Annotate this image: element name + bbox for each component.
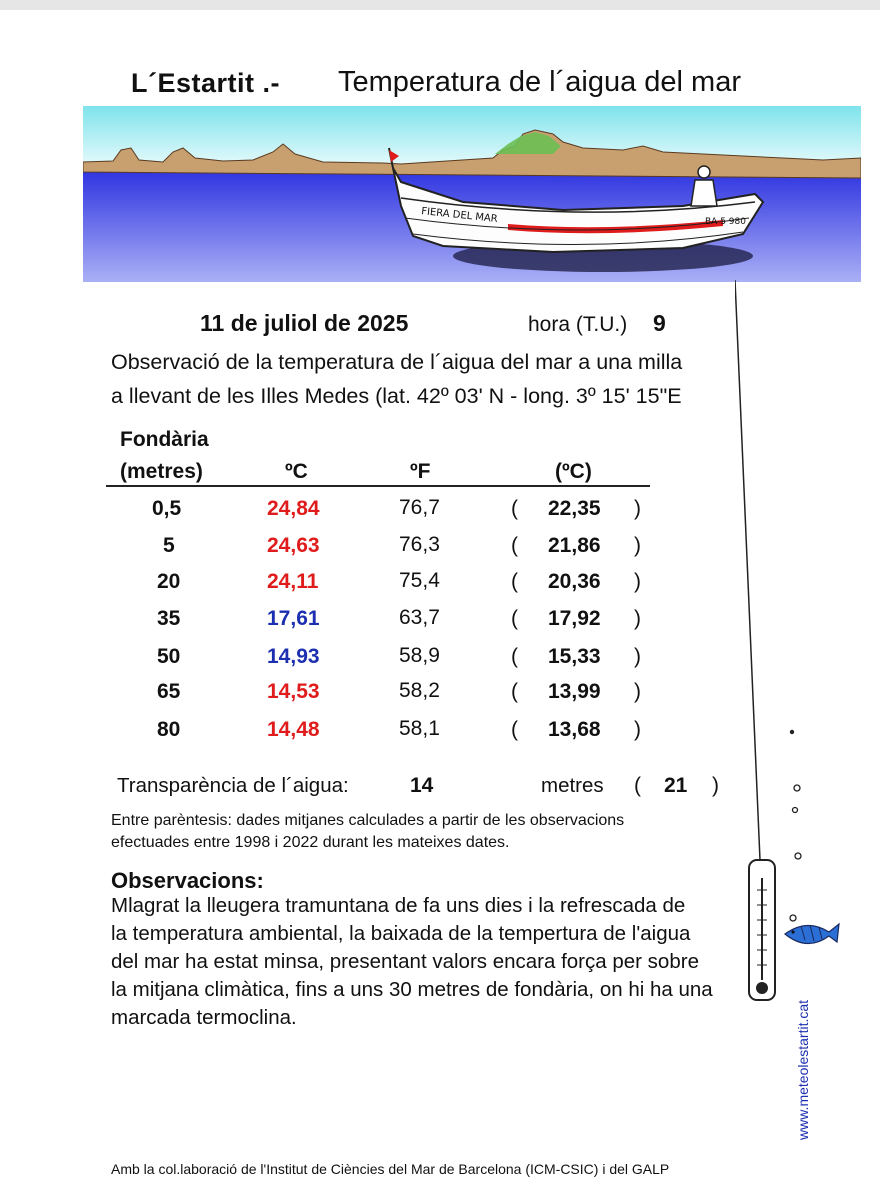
fahrenheit-header: ºF <box>410 460 431 483</box>
hora-label: hora (T.U.) <box>528 313 628 336</box>
footer-credits: Amb la col.laboració de l'Institut de Ciències del Mar de Barcelona (ICM-CSIC) i del GALP <box>111 1161 670 1177</box>
depth-cell: 35 <box>157 607 181 630</box>
close-paren: ) <box>634 680 641 703</box>
bubble-icon <box>795 853 801 859</box>
fahrenheit-cell: 58,1 <box>399 717 440 740</box>
fahrenheit-cell: 58,2 <box>399 679 440 702</box>
fahrenheit-cell: 63,7 <box>399 606 440 629</box>
average-cell: 20,36 <box>548 570 601 593</box>
observation-description-line2: a llevant de les Illes Medes (lat. 42º 03' N - long. 3º 15' 15"E <box>111 384 682 408</box>
depth-cell: 50 <box>157 645 181 668</box>
average-cell: 21,86 <box>548 534 601 557</box>
open-paren: ( <box>511 534 518 557</box>
observations-text: Mlagrat la lleugera tramuntana de fa uns dies i la refrescada de la temperatura ambiental, la baixada de la tempertura de l'aigua del mar ha estat minsa, presentant valors encara força per sobre la mitjana climàtica, fins a uns 30 metres de fondària, on hi ha una marcada termoclina. <box>111 894 713 1029</box>
close-paren: ) <box>634 570 641 593</box>
celsius-cell: 14,53 <box>267 680 320 703</box>
observation-date: 11 de juliol de 2025 <box>200 310 409 336</box>
transparency-close-paren: ) <box>712 774 719 797</box>
bubble-icon <box>790 730 794 734</box>
boat-name: FIERA DEL MAR <box>420 206 499 226</box>
average-header: (ºC) <box>555 460 592 483</box>
close-paren: ) <box>634 645 641 668</box>
depth-header-line1: Fondària <box>120 428 209 451</box>
close-paren: ) <box>634 497 641 520</box>
fisherman-body <box>691 180 717 206</box>
observations-heading: Observacions: <box>111 868 264 893</box>
transparency-unit: metres <box>541 774 604 797</box>
average-cell: 17,92 <box>548 607 601 630</box>
celsius-cell: 17,61 <box>267 607 320 630</box>
hora-value: 9 <box>653 310 666 336</box>
thermometer-illustration <box>735 280 880 1040</box>
averages-note-line2: efectuades entre 1998 i 2022 durant les mateixes dates. <box>111 834 510 851</box>
bubble-icon <box>794 785 800 791</box>
depth-cell: 80 <box>157 718 181 741</box>
fishing-line <box>735 280 760 860</box>
average-cell: 15,33 <box>548 645 601 668</box>
celsius-header: ºC <box>285 460 308 483</box>
celsius-cell: 24,84 <box>267 497 320 520</box>
open-paren: ( <box>511 645 518 668</box>
page-title: Temperatura de l´aigua del mar <box>338 66 741 98</box>
close-paren: ) <box>634 607 641 630</box>
celsius-cell: 24,63 <box>267 534 320 557</box>
website-link[interactable]: www.meteolestartit.cat <box>795 999 811 1140</box>
fisherman-head <box>698 166 710 178</box>
celsius-cell: 14,93 <box>267 645 320 668</box>
depth-cell: 5 <box>163 534 175 557</box>
average-cell: 22,35 <box>548 497 601 520</box>
transparency-open-paren: ( <box>634 774 641 797</box>
close-paren: ) <box>634 718 641 741</box>
boat-reg: BA 5 980 <box>705 217 746 227</box>
depth-header-line2: (metres) <box>120 460 203 483</box>
top-bar <box>0 0 880 10</box>
open-paren: ( <box>511 570 518 593</box>
averages-note <box>111 810 624 854</box>
fish-icon <box>785 924 839 944</box>
sea-illustration <box>83 106 861 282</box>
table-rule <box>106 485 650 487</box>
transparency-label: Transparència de l´aigua: <box>117 774 349 797</box>
depth-cell: 0,5 <box>152 497 182 520</box>
average-cell: 13,99 <box>548 680 601 703</box>
fahrenheit-cell: 76,3 <box>399 533 440 556</box>
transparency-value: 14 <box>410 774 434 797</box>
depth-cell: 20 <box>157 570 181 593</box>
bubble-icon <box>790 915 796 921</box>
celsius-cell: 24,11 <box>267 570 319 593</box>
transparency-average: 21 <box>664 774 688 797</box>
celsius-cell: 14,48 <box>267 718 320 741</box>
depth-cell: 65 <box>157 680 181 703</box>
close-paren: ) <box>634 534 641 557</box>
open-paren: ( <box>511 497 518 520</box>
open-paren: ( <box>511 718 518 741</box>
fahrenheit-cell: 58,9 <box>399 644 440 667</box>
open-paren: ( <box>511 607 518 630</box>
fahrenheit-cell: 75,4 <box>399 569 440 592</box>
location-title: L´Estartit .- <box>131 68 281 98</box>
bubble-icon <box>793 808 798 813</box>
observation-description-line1: Observació de la temperatura de l´aigua del mar a una milla <box>111 350 683 374</box>
open-paren: ( <box>511 680 518 703</box>
averages-note-line1: Entre parèntesis: dades mitjanes calculades a partir de les observacions <box>111 812 625 829</box>
fahrenheit-cell: 76,7 <box>399 496 440 519</box>
average-cell: 13,68 <box>548 718 601 741</box>
